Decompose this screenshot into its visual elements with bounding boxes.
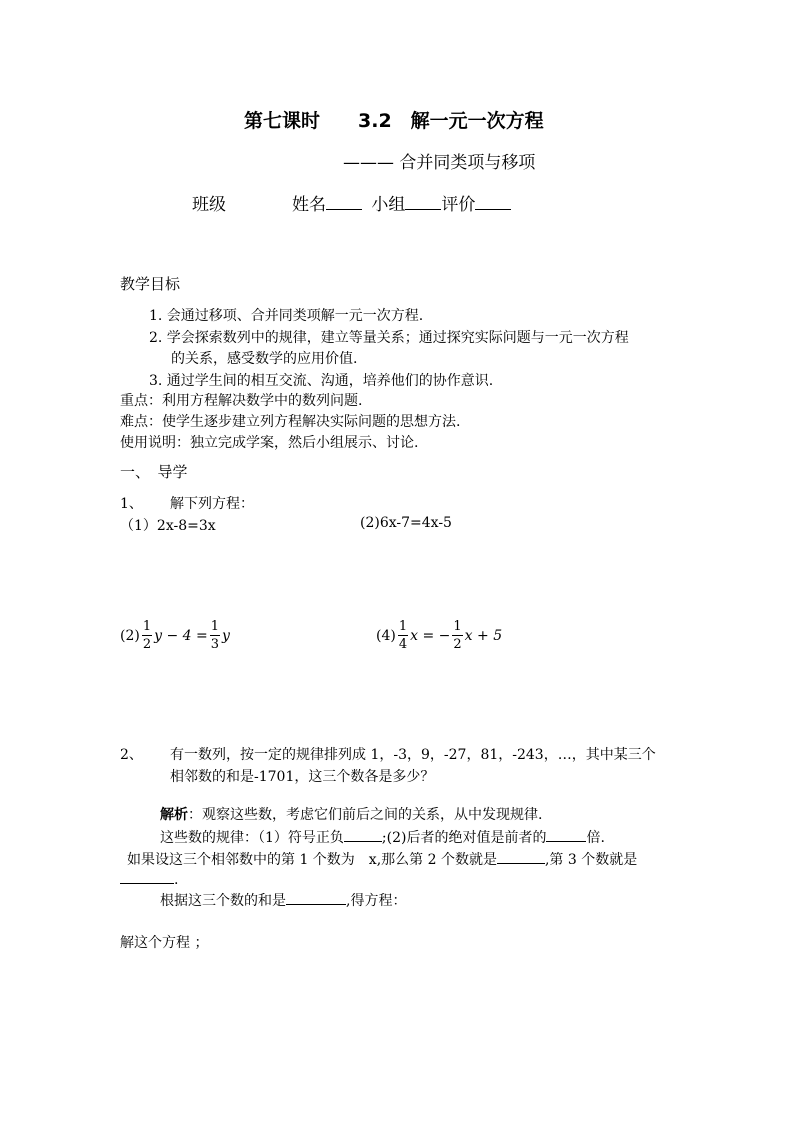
assume-line [127, 848, 637, 869]
q2-line-1: 有一数列，按一定的规律排列成 1，-3，9，-27，81，-243，…，其中某三个 [170, 747, 656, 763]
q2-label: 2、 [120, 747, 143, 763]
eq3-prefix: (2) [120, 627, 140, 644]
rule-line [160, 826, 605, 847]
class-field [192, 190, 226, 215]
analysis-label: 解析 [160, 807, 188, 823]
name-label: 姓名 [292, 195, 326, 215]
eq4-f2-num: 1 [453, 619, 462, 634]
sum-text-a: 根据这三个数的和是 [160, 893, 286, 909]
rule-text-b: ;(2)后者的绝对值是前者的 [381, 830, 547, 846]
assume-text-b: ,第 3 个数就是 [544, 852, 638, 868]
objective-item-3: 3. 通过学生间的相互交流、沟通，培养他们的协作意识. [149, 373, 494, 389]
page-title: 第七课时 3.2 解一元一次方程 [244, 110, 544, 132]
third-number-blank[interactable] [120, 868, 174, 884]
eq3-f2-den: 3 [210, 637, 220, 652]
rule-text-a: 这些数的规律：（1）符号正负 [160, 830, 344, 846]
eq4-mid: x = − [410, 627, 451, 644]
eq4-fraction-2 [452, 620, 462, 651]
solve-line: 解这个方程 ； [120, 935, 209, 951]
sign-blank[interactable] [344, 826, 382, 842]
page-subtitle: ——— 合并同类项与移项 [343, 153, 536, 173]
equation-4 [376, 620, 502, 651]
key-point: 重点：利用方程解决数学中的数列问题. [120, 393, 363, 409]
usage-note: 使用说明：独立完成学案，然后小组展示、讨论. [120, 435, 419, 451]
eq3-f1-den: 2 [142, 637, 152, 652]
eq3-fraction-2 [210, 620, 220, 651]
rule-text-c: 倍. [586, 830, 605, 846]
eq3-end: y [222, 627, 230, 644]
equation-1: （1）2x-8=3x [120, 518, 216, 534]
eq4-prefix: (4) [376, 627, 396, 644]
analysis-line [160, 804, 542, 824]
group-label: 小组 [371, 195, 406, 215]
difficulty: 难点：使学生逐步建立列方程解决实际问题的思想方法. [120, 414, 461, 430]
class-label: 班级 [192, 195, 226, 215]
sum-text-b: ,得方程： [346, 893, 407, 909]
name-blank[interactable] [326, 194, 362, 210]
q1-label: 1、 [120, 496, 143, 512]
eq4-fraction-1 [398, 620, 408, 651]
eq4-end: x + 5 [464, 627, 503, 644]
objectives-heading: 教学目标 [120, 275, 181, 293]
eq3-f2-num: 1 [210, 619, 220, 634]
q1-text: 解下列方程： [170, 496, 254, 512]
eq4-f1-num: 1 [398, 619, 408, 634]
eval-blank[interactable] [475, 194, 511, 210]
assume-end: . [174, 872, 179, 888]
eq4-f2-den: 2 [453, 637, 462, 652]
ratio-blank[interactable] [546, 826, 586, 842]
eq3-f1-num: 1 [142, 619, 152, 634]
third-number-line [120, 868, 178, 888]
objective-item-2: 2. 学会探索数列中的规律，建立等量关系；通过探究实际问题与一元一次方程 [149, 330, 629, 346]
info-fields [292, 190, 511, 215]
sum-blank[interactable] [286, 889, 346, 905]
equation-3 [120, 620, 230, 651]
section-heading: 一、 导学 [120, 463, 188, 481]
equation-2: (2)6x-7=4x-5 [360, 515, 452, 531]
objective-item-1: 1. 会通过移项、合并同类项解一元一次方程. [149, 308, 424, 324]
q2-line-2: 相邻数的和是-1701，这三个数各是多少？ [170, 769, 435, 785]
eq3-fraction-1 [142, 620, 152, 651]
group-blank[interactable] [405, 194, 441, 210]
assume-text-a: 如果设这三个相邻数中的第 1 个数为 x,那么第 2 个数就是 [127, 852, 497, 868]
eq3-mid: y − 4 = [154, 627, 208, 644]
eval-label: 评价 [441, 195, 476, 215]
analysis-text: ：观察这些数，考虑它们前后之间的关系，从中发现规律. [188, 807, 543, 823]
objective-item-2-cont: 的关系，感受数学的应用价值. [171, 351, 358, 367]
second-number-blank[interactable] [497, 848, 545, 864]
sum-line [160, 889, 406, 910]
eq4-f1-den: 4 [398, 637, 408, 652]
